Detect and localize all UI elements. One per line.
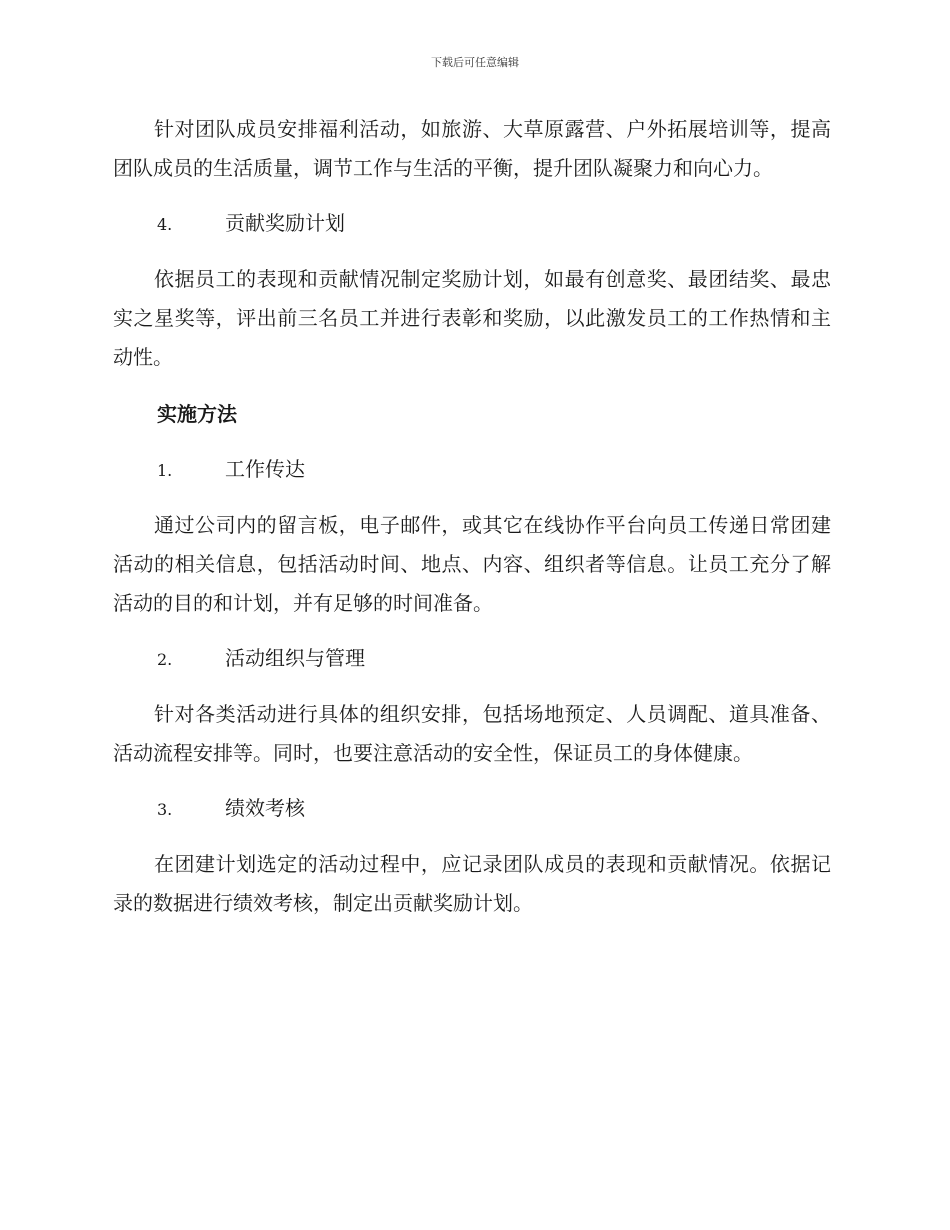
header-note: 下载后可任意编辑 — [431, 56, 519, 69]
list-number: 1. — [157, 461, 173, 480]
list-item-performance-review — [113, 789, 831, 829]
list-number: 2. — [157, 650, 173, 669]
paragraph-performance: 在团建计划选定的活动过程中，应记录团队成员的表现和贡献情况。依据记录的数据进行绩效考核，制定出贡献奖励计划。 — [113, 852, 831, 915]
document-body — [113, 110, 831, 923]
list-label: 工作传达 — [225, 457, 305, 481]
section-heading-implementation: 实施方法 — [157, 402, 237, 426]
paragraph-reward-plan: 依据员工的表现和贡献情况制定奖励计划，如最有创意奖、最团结奖、最忠实之星奖等，评出前三名员工并进行表彰和奖励，以此激发员工的工作热情和主动性。 — [113, 267, 831, 369]
list-number: 3. — [157, 800, 173, 819]
paragraph-organization: 针对各类活动进行具体的组织安排，包括场地预定、人员调配、道具准备、活动流程安排等。同时，也要注意活动的安全性，保证员工的身体健康。 — [113, 702, 831, 765]
list-item-work-communication — [113, 450, 831, 490]
list-label: 活动组织与管理 — [225, 646, 365, 670]
list-label: 绩效考核 — [225, 796, 305, 820]
paragraph-communication: 通过公司内的留言板，电子邮件，或其它在线协作平台向员工传递日常团建活动的相关信息，包括活动时间、地点、内容、组织者等信息。让员工充分了解活动的目的和计划，并有足够的时间准备。 — [113, 513, 831, 615]
list-item-contribution-reward — [113, 204, 831, 244]
list-label: 贡献奖励计划 — [225, 211, 345, 235]
list-number: 4. — [157, 215, 173, 234]
list-item-activity-management — [113, 639, 831, 679]
paragraph-welfare: 针对团队成员安排福利活动，如旅游、大草原露营、户外拓展培训等，提高团队成员的生活质量，调节工作与生活的平衡，提升团队凝聚力和向心力。 — [113, 117, 831, 180]
